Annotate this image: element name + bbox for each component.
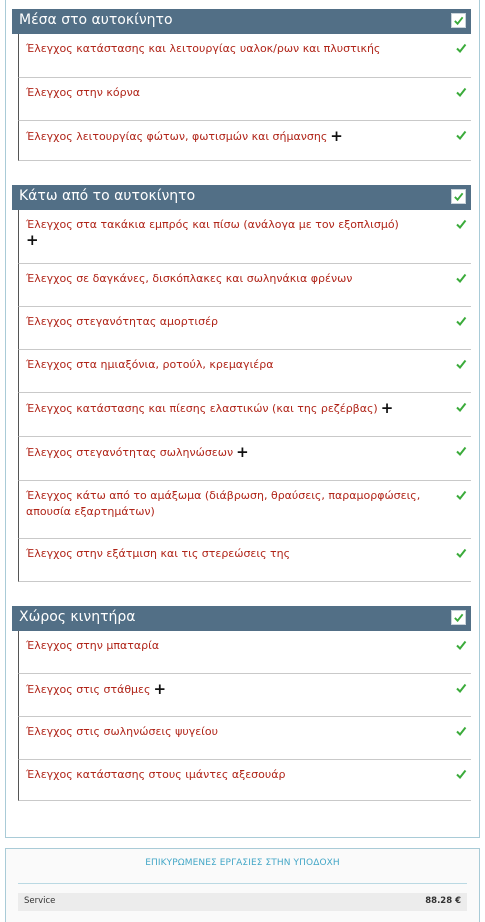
checklist-item xyxy=(18,760,471,801)
checklist-item xyxy=(18,717,471,760)
work-price: 88.28 € xyxy=(425,896,461,906)
section-title: Χώρος κινητήρα xyxy=(19,609,136,625)
item-label: Έλεγχος στην εξάτμιση και τις στερεώσεις της xyxy=(26,547,291,560)
section-checkbox-icon[interactable] xyxy=(451,610,466,625)
checklist-item xyxy=(18,78,471,121)
section-title: Κάτω από το αυτοκίνητο xyxy=(19,188,196,204)
confirmed-work-row xyxy=(18,893,467,911)
section-title: Μέσα στο αυτοκίνητο xyxy=(19,12,173,28)
item-label: Έλεγχος στην κόρνα xyxy=(26,86,141,99)
divider xyxy=(18,883,467,884)
item-label: Έλεγχος στα τακάκια εμπρός και πίσω (ανάλογα με τον εξοπλισμό) + xyxy=(26,217,426,248)
check-icon xyxy=(455,445,467,457)
plus-icon[interactable]: + xyxy=(380,399,394,417)
plus-icon[interactable]: + xyxy=(330,127,343,145)
check-icon xyxy=(455,129,467,141)
plus-icon[interactable]: + xyxy=(236,443,249,461)
check-icon xyxy=(455,218,467,230)
section-inside-car xyxy=(12,9,471,161)
confirmed-works-title: ΕΠΙΚΥΡΩΜΕΝΕΣ ΕΡΓΑΣΙΕΣ ΣΤΗΝ ΥΠΟΔΟΧΗ xyxy=(145,858,340,868)
item-label: Έλεγχος κατάστασης στους ιμάντες αξεσουάρ xyxy=(26,768,286,781)
check-icon xyxy=(455,401,467,413)
checklist-item xyxy=(18,631,471,674)
item-label: Έλεγχος σε δαγκάνες, δισκόπλακες και σωληνάκια φρένων xyxy=(26,272,353,285)
check-icon xyxy=(455,42,467,54)
checklist-item xyxy=(18,674,471,717)
check-icon xyxy=(455,489,467,501)
check-icon xyxy=(455,86,467,98)
confirmed-works-panel xyxy=(5,848,480,922)
item-label: Έλεγχος στεγανότητας σωληνώσεων + xyxy=(26,443,249,461)
check-icon xyxy=(455,682,467,694)
section-checkbox-icon[interactable] xyxy=(451,13,466,28)
plus-icon[interactable]: + xyxy=(26,231,39,249)
checklist-item xyxy=(18,437,471,481)
item-label: Έλεγχος λειτουργίας φώτων, φωτισμών και σήμανσης + xyxy=(26,127,343,145)
item-label: Έλεγχος κατάστασης και λειτουργίας υαλοκ/ρων και πλυστικής xyxy=(26,42,381,55)
checklist-item xyxy=(18,393,471,437)
checklist-item xyxy=(18,539,471,582)
section-header xyxy=(12,185,471,210)
section-engine-bay xyxy=(12,606,471,801)
item-label: Έλεγχος στην μπαταρία xyxy=(26,639,160,652)
checklist-item xyxy=(18,34,471,78)
check-icon xyxy=(455,547,467,559)
check-icon xyxy=(455,639,467,651)
item-label: Έλεγχος στις στάθμες + xyxy=(26,680,167,698)
checklist-item xyxy=(18,481,471,539)
check-icon xyxy=(455,358,467,370)
plus-icon[interactable]: + xyxy=(153,680,167,698)
item-label: Έλεγχος στις σωληνώσεις ψυγείου xyxy=(26,725,218,738)
item-label: Έλεγχος στεγανότητας αμορτισέρ xyxy=(26,315,219,328)
item-label: Έλεγχος κάτω από το αμάξωμα (διάβρωση, θραύσεις, παραμορφώσεις, απουσία εξαρτημάτων) xyxy=(26,489,421,518)
work-label: Service xyxy=(24,896,56,906)
section-header xyxy=(12,9,471,34)
item-label: Έλεγχος στα ημιαξόνια, ροτούλ, κρεμαγιέρα xyxy=(26,358,274,371)
check-icon xyxy=(455,272,467,284)
checklist-item xyxy=(18,210,471,264)
section-header xyxy=(12,606,471,631)
section-under-car xyxy=(12,185,471,582)
checklist-item xyxy=(18,121,471,161)
checklist-item xyxy=(18,307,471,350)
checklist-item xyxy=(18,350,471,393)
check-icon xyxy=(455,768,467,780)
check-icon xyxy=(455,725,467,737)
item-label: Έλεγχος κατάστασης και πίεσης ελαστικών (και της ρεζέρβας) + xyxy=(26,399,394,417)
check-icon xyxy=(455,315,467,327)
checklist-item xyxy=(18,264,471,307)
section-checkbox-icon[interactable] xyxy=(451,189,466,204)
